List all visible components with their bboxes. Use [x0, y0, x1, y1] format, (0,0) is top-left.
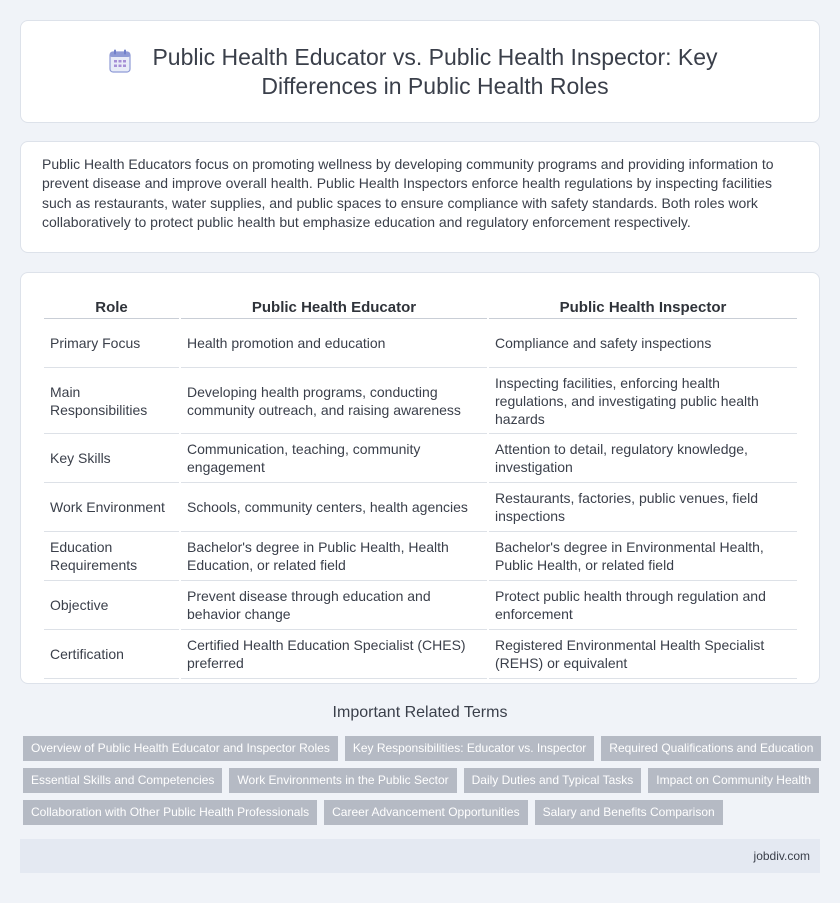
intro-paragraph: Public Health Educators focus on promoting wellness by developing community programs and providing information to prevent disease and improve overall health. Public Health Inspectors enforce health regulations by inspecting facilities such as restaurants, water supplies, and public spaces to ensure compliance with safety standards. Both roles work collaboratively to protect public health but emphasize education and regulatory enforcement respectively. [42, 156, 774, 230]
related-tag[interactable]: Collaboration with Other Public Health Professionals [23, 800, 317, 825]
row-label: Objective [44, 581, 179, 630]
header-inspector: Public Health Inspector [489, 295, 797, 319]
table-row [44, 630, 797, 679]
table-row [44, 368, 797, 434]
table-row [44, 581, 797, 630]
educator-cell: Developing health programs, conducting community outreach, and raising awareness [181, 368, 487, 434]
inspector-cell: Bachelor's degree in Environmental Health, Public Health, or related field [489, 532, 797, 581]
intro-card [20, 141, 820, 253]
educator-cell: Schools, community centers, health agencies [181, 483, 487, 532]
inspector-cell: Registered Environmental Health Specialist (REHS) or equivalent [489, 630, 797, 679]
table-row [44, 319, 797, 368]
inspector-cell: Compliance and safety inspections [489, 319, 797, 368]
table-row [44, 483, 797, 532]
header-role: Role [44, 295, 179, 319]
comparison-table [42, 295, 799, 679]
related-tag[interactable]: Salary and Benefits Comparison [535, 800, 723, 825]
educator-cell: Certified Health Education Specialist (CHES) preferred [181, 630, 487, 679]
row-label: Main Responsibilities [44, 368, 179, 434]
table-row [44, 434, 797, 483]
footer-bar [20, 839, 820, 873]
row-label: Certification [44, 630, 179, 679]
inspector-cell: Inspecting facilities, enforcing health regulations, and investigating public health hazards [489, 368, 797, 434]
related-tags [23, 736, 823, 832]
educator-cell: Prevent disease through education and behavior change [181, 581, 487, 630]
row-label: Primary Focus [44, 319, 179, 368]
table-row [44, 532, 797, 581]
page-title: Public Health Educator vs. Public Health Inspector: Key Differences in Public Health Roles [152, 43, 718, 99]
related-terms-heading: Important Related Terms [332, 704, 508, 721]
row-label: Work Environment [44, 483, 179, 532]
related-tag[interactable]: Work Environments in the Public Sector [229, 768, 456, 793]
footer-site-link[interactable]: jobdiv.com [753, 849, 810, 863]
row-label: Education Requirements [44, 532, 179, 581]
related-tag[interactable]: Required Qualifications and Education [601, 736, 821, 761]
related-tag[interactable]: Key Responsibilities: Educator vs. Inspector [345, 736, 594, 761]
inspector-cell: Protect public health through regulation and enforcement [489, 581, 797, 630]
related-tag[interactable]: Daily Duties and Typical Tasks [464, 768, 642, 793]
related-tag[interactable]: Overview of Public Health Educator and Inspector Roles [23, 736, 338, 761]
related-tag[interactable]: Impact on Community Health [648, 768, 819, 793]
educator-cell: Communication, teaching, community engagement [181, 434, 487, 483]
row-label: Key Skills [44, 434, 179, 483]
table-header-row [44, 295, 797, 319]
comparison-card [20, 272, 820, 684]
related-tag[interactable]: Career Advancement Opportunities [324, 800, 527, 825]
inspector-cell: Attention to detail, regulatory knowledge, investigation [489, 434, 797, 483]
title-card [20, 20, 820, 123]
related-tag[interactable]: Essential Skills and Competencies [23, 768, 222, 793]
inspector-cell: Restaurants, factories, public venues, field inspections [489, 483, 797, 532]
header-educator: Public Health Educator [181, 295, 487, 319]
educator-cell: Bachelor's degree in Public Health, Health Education, or related field [181, 532, 487, 581]
educator-cell: Health promotion and education [181, 319, 487, 368]
